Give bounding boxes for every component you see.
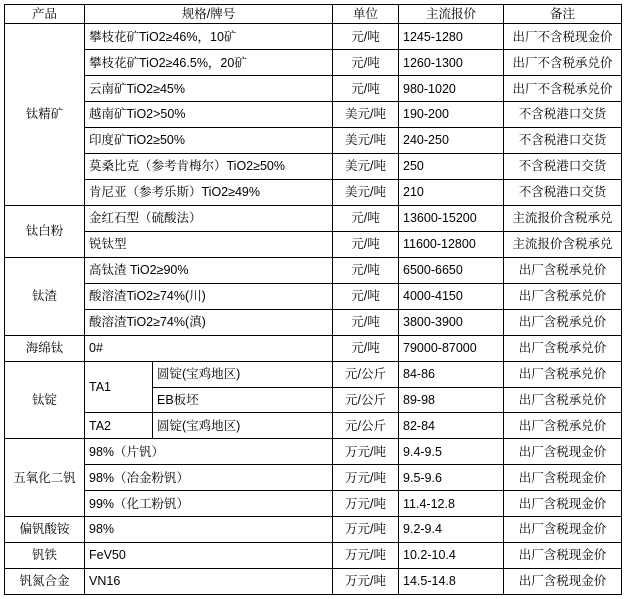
- table-row: [5, 569, 622, 595]
- note-cell: 出厂含税现金价: [504, 491, 622, 517]
- price-cell: 89-98: [399, 387, 504, 413]
- note-cell: 出厂不含税承兑价: [504, 76, 622, 102]
- grade-cell: TA1: [85, 361, 153, 413]
- note-cell: 不含税港口交货: [504, 154, 622, 180]
- product-category-cell: 钒铁: [5, 543, 85, 569]
- note-cell: 出厂含税承兑价: [504, 309, 622, 335]
- table-row: [5, 24, 622, 50]
- header-row: [5, 5, 622, 24]
- price-cell: 9.4-9.5: [399, 439, 504, 465]
- unit-cell: 万元/吨: [333, 517, 399, 543]
- unit-cell: 万元/吨: [333, 465, 399, 491]
- price-cell: 1245-1280: [399, 24, 504, 50]
- table-row: [5, 543, 622, 569]
- note-cell: 出厂含税承兑价: [504, 283, 622, 309]
- unit-cell: 万元/吨: [333, 491, 399, 517]
- price-cell: 210: [399, 180, 504, 206]
- table-header: [5, 5, 622, 24]
- unit-cell: 元/公斤: [333, 387, 399, 413]
- note-cell: 出厂含税承兑价: [504, 335, 622, 361]
- spec-cell: FeV50: [85, 543, 333, 569]
- price-cell: 11600-12800: [399, 231, 504, 257]
- product-category-cell: 钛白粉: [5, 205, 85, 257]
- unit-cell: 美元/吨: [333, 180, 399, 206]
- unit-cell: 万元/吨: [333, 543, 399, 569]
- unit-cell: 美元/吨: [333, 128, 399, 154]
- spec-cell: 圆锭(宝鸡地区): [153, 361, 333, 387]
- price-cell: 11.4-12.8: [399, 491, 504, 517]
- unit-cell: 万元/吨: [333, 569, 399, 595]
- spec-cell: VN16: [85, 569, 333, 595]
- spec-cell: 98%（冶金粉钒）: [85, 465, 333, 491]
- note-cell: 出厂含税现金价: [504, 517, 622, 543]
- note-cell: 不含税港口交货: [504, 128, 622, 154]
- note-cell: 出厂含税现金价: [504, 439, 622, 465]
- note-cell: 出厂含税现金价: [504, 543, 622, 569]
- price-cell: 3800-3900: [399, 309, 504, 335]
- table-row: [5, 283, 622, 309]
- spec-cell: 圆锭(宝鸡地区): [153, 413, 333, 439]
- table-row: [5, 517, 622, 543]
- spec-cell: 攀枝花矿TiO2≥46.5%，20矿: [85, 50, 333, 76]
- price-cell: 980-1020: [399, 76, 504, 102]
- note-cell: 出厂不含税承兑价: [504, 50, 622, 76]
- price-cell: 79000-87000: [399, 335, 504, 361]
- price-cell: 82-84: [399, 413, 504, 439]
- spec-cell: 98%: [85, 517, 333, 543]
- table-row: [5, 231, 622, 257]
- price-cell: 6500-6650: [399, 257, 504, 283]
- table-row: [5, 257, 622, 283]
- unit-cell: 元/公斤: [333, 413, 399, 439]
- spec-cell: 0#: [85, 335, 333, 361]
- table-row: [5, 413, 622, 439]
- table-row: [5, 309, 622, 335]
- grade-cell: TA2: [85, 413, 153, 439]
- spec-cell: 莫桑比克（参考肯梅尔）TiO2≥50%: [85, 154, 333, 180]
- spec-cell: 云南矿TiO2≥45%: [85, 76, 333, 102]
- price-table: [4, 4, 622, 595]
- product-category-cell: 钛锭: [5, 361, 85, 439]
- note-cell: 主流报价含税承兑: [504, 205, 622, 231]
- spec-cell: EB板坯: [153, 387, 333, 413]
- unit-cell: 美元/吨: [333, 154, 399, 180]
- note-cell: 出厂含税现金价: [504, 569, 622, 595]
- price-cell: 10.2-10.4: [399, 543, 504, 569]
- note-cell: 出厂不含税现金价: [504, 24, 622, 50]
- table-row: [5, 180, 622, 206]
- unit-cell: 元/吨: [333, 283, 399, 309]
- unit-cell: 美元/吨: [333, 102, 399, 128]
- unit-cell: 元/吨: [333, 309, 399, 335]
- spec-cell: 金红石型（硫酸法）: [85, 205, 333, 231]
- price-cell: 14.5-14.8: [399, 569, 504, 595]
- spec-cell: 99%（化工粉钒）: [85, 491, 333, 517]
- spec-cell: 98%（片钒）: [85, 439, 333, 465]
- note-cell: 出厂含税承兑价: [504, 387, 622, 413]
- table-row: [5, 128, 622, 154]
- price-cell: 84-86: [399, 361, 504, 387]
- product-category-cell: 钒氮合金: [5, 569, 85, 595]
- header-unit: 单位: [333, 5, 399, 24]
- spec-cell: 攀枝花矿TiO2≥46%，10矿: [85, 24, 333, 50]
- table-row: [5, 50, 622, 76]
- price-cell: 9.5-9.6: [399, 465, 504, 491]
- note-cell: 出厂含税承兑价: [504, 413, 622, 439]
- price-cell: 9.2-9.4: [399, 517, 504, 543]
- spec-cell: 肯尼亚（参考乐斯）TiO2≥49%: [85, 180, 333, 206]
- header-note: 备注: [504, 5, 622, 24]
- unit-cell: 元/吨: [333, 205, 399, 231]
- table-row: [5, 154, 622, 180]
- unit-cell: 元/吨: [333, 257, 399, 283]
- spec-cell: 越南矿TiO2>50%: [85, 102, 333, 128]
- note-cell: 出厂含税现金价: [504, 465, 622, 491]
- product-category-cell: 钛渣: [5, 257, 85, 335]
- table-row: [5, 102, 622, 128]
- price-cell: 240-250: [399, 128, 504, 154]
- header-price: 主流报价: [399, 5, 504, 24]
- price-cell: 4000-4150: [399, 283, 504, 309]
- product-category-cell: 偏钒酸铵: [5, 517, 85, 543]
- note-cell: 出厂含税承兑价: [504, 257, 622, 283]
- price-cell: 190-200: [399, 102, 504, 128]
- unit-cell: 万元/吨: [333, 439, 399, 465]
- table-row: [5, 335, 622, 361]
- header-product: 产品: [5, 5, 85, 24]
- spec-cell: 酸溶渣TiO2≥74%(滇): [85, 309, 333, 335]
- unit-cell: 元/公斤: [333, 361, 399, 387]
- note-cell: 不含税港口交货: [504, 102, 622, 128]
- note-cell: 不含税港口交货: [504, 180, 622, 206]
- table-row: [5, 439, 622, 465]
- table-row: [5, 361, 622, 387]
- spec-cell: 锐钛型: [85, 231, 333, 257]
- table-body: [5, 24, 622, 595]
- price-cell: 13600-15200: [399, 205, 504, 231]
- header-spec: 规格/牌号: [85, 5, 333, 24]
- spec-cell: 酸溶渣TiO2≥74%(川): [85, 283, 333, 309]
- spec-cell: 高钛渣 TiO2≥90%: [85, 257, 333, 283]
- unit-cell: 元/吨: [333, 24, 399, 50]
- product-category-cell: 钛精矿: [5, 24, 85, 206]
- table-row: [5, 205, 622, 231]
- product-category-cell: 五氧化二钒: [5, 439, 85, 517]
- table-row: [5, 465, 622, 491]
- table-row: [5, 76, 622, 102]
- price-cell: 1260-1300: [399, 50, 504, 76]
- table-row: [5, 491, 622, 517]
- product-category-cell: 海绵钛: [5, 335, 85, 361]
- unit-cell: 元/吨: [333, 76, 399, 102]
- note-cell: 主流报价含税承兑: [504, 231, 622, 257]
- spec-cell: 印度矿TiO2≥50%: [85, 128, 333, 154]
- price-cell: 250: [399, 154, 504, 180]
- note-cell: 出厂含税承兑价: [504, 361, 622, 387]
- unit-cell: 元/吨: [333, 335, 399, 361]
- unit-cell: 元/吨: [333, 231, 399, 257]
- unit-cell: 元/吨: [333, 50, 399, 76]
